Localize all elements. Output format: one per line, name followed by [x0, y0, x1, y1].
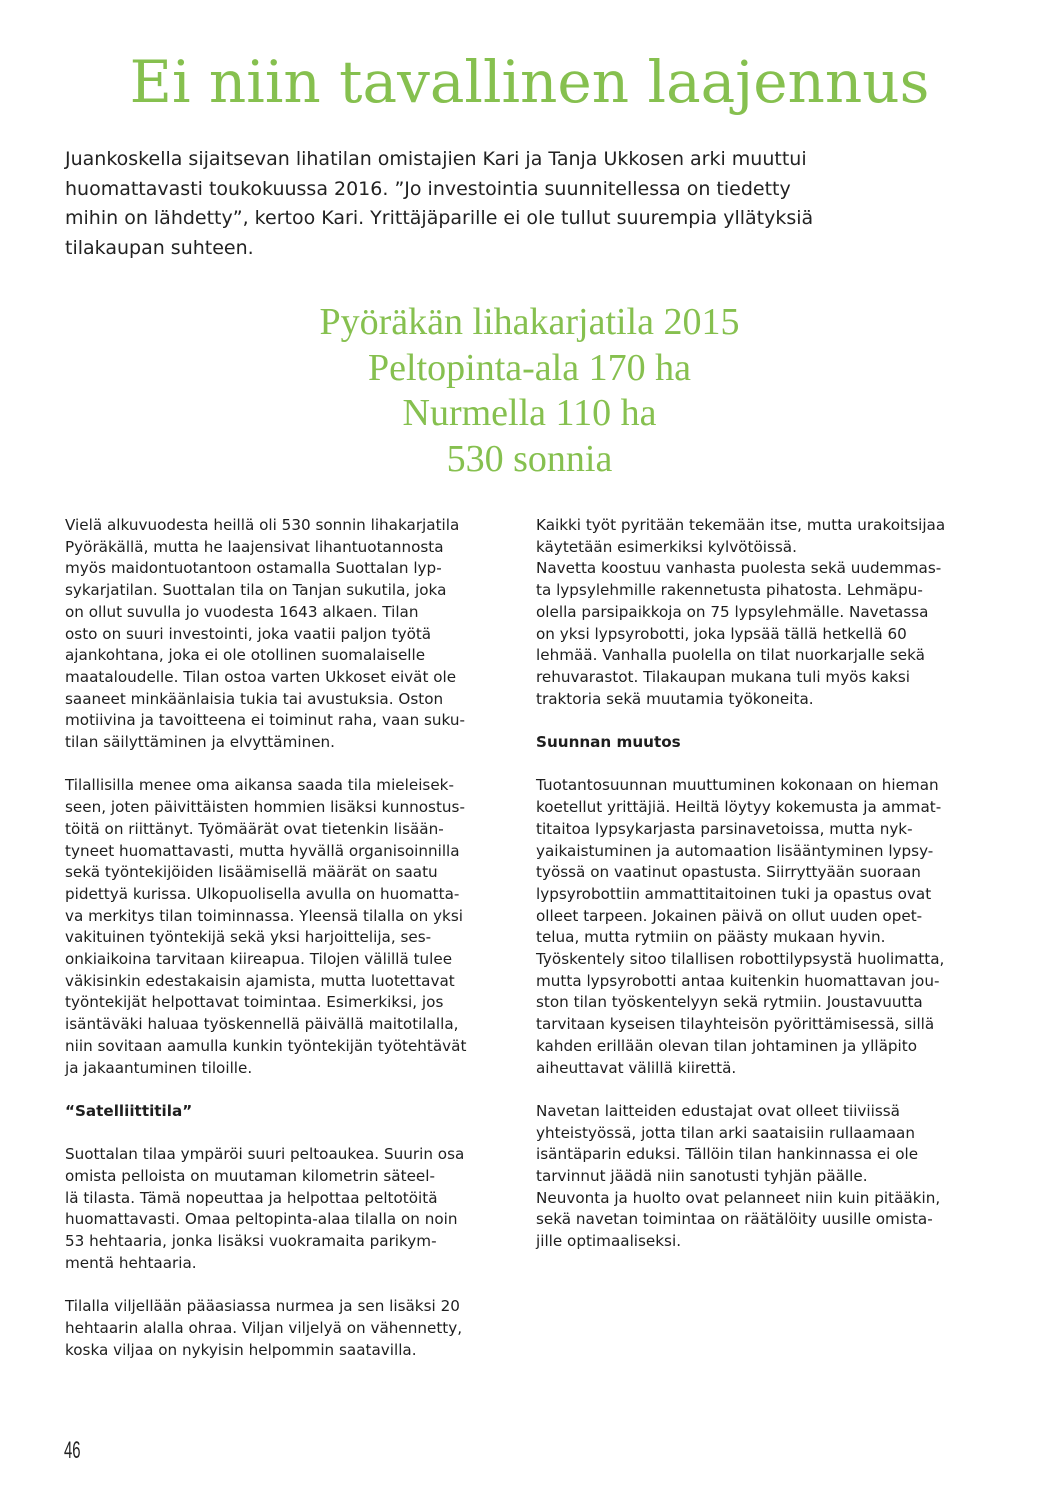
text-line: työssä on vaatinut opastusta. Siirryttyään suoraan — [536, 863, 921, 882]
paragraph — [65, 1144, 535, 1274]
text-line: traktoria sekä muutamia työkoneita. — [536, 689, 814, 708]
text-line: yhteistyössä, jotta tilan arki saataisiin rullaamaan — [536, 1123, 915, 1142]
heading-text: “Satelliittitila” — [65, 1101, 193, 1120]
text-line: ston tilan työskentelyyn sekä rytmiin. Joustavuutta — [536, 993, 923, 1012]
text-line: niin sovitaan aamulla kunkin työntekijän työtehtävät — [65, 1036, 467, 1055]
paragraph — [65, 775, 535, 1079]
text-line: on yksi lypsyrobotti, joka lypsää tällä hetkellä 60 — [536, 624, 907, 643]
text-line: titaitoa lypsykarjasta parsinavetoissa, mutta nyk- — [536, 819, 913, 838]
text-line: käytetään esimerkiksi kylvötöissä. — [536, 537, 797, 556]
text-line: 53 hehtaaria, jonka lisäksi vuokramaita parikym- — [65, 1232, 437, 1251]
page-number: 46 — [64, 1437, 81, 1464]
text-line: koska viljaa on nykyisin helpommin saatavilla. — [65, 1340, 417, 1359]
text-line: Tilallisilla menee oma aikansa saada tila mieleisek- — [65, 776, 454, 795]
left-column — [65, 515, 535, 1383]
text-line: tarvinnut jäädä niin sanotusti tyhjän päälle. — [536, 1167, 868, 1186]
text-line: Pyöräkällä, mutta he laajensivat lihantuotannosta — [65, 537, 444, 556]
text-line: myös maidontuotantoon ostamalla Suottalan lyp- — [65, 559, 442, 578]
text-line: kahden erillään olevan tilan johtaminen ja ylläpito — [536, 1036, 917, 1055]
lead-line: tilakaupan suhteen. — [65, 236, 254, 259]
text-line: rehuvarastot. Tilakaupan mukana tuli myös kaksi — [536, 667, 910, 686]
text-line: töitä on riittänyt. Työmäärät ovat tietenkin lisään- — [65, 819, 444, 838]
text-line: isäntäväki haluaa työskennellä päivällä maitotilalla, — [65, 1015, 459, 1034]
text-line: isäntäparin eduksi. Tällöin tilan hankinnassa ei ole — [536, 1145, 919, 1164]
text-line: sykarjatilan. Suottalan tila on Tanjan sukutila, joka — [65, 581, 447, 600]
lead-line: Juankoskella sijaitsevan lihatilan omistajien Kari ja Tanja Ukkosen arki muuttui — [65, 148, 807, 170]
text-line: Vielä alkuvuodesta heillä oli 530 sonnin lihakarjatila — [65, 516, 460, 534]
right-column — [536, 515, 1006, 1275]
text-line: Navetta koostuu vanhasta puolesta sekä uudemmas- — [536, 559, 942, 578]
text-line: lä tilasta. Tämä nopeuttaa ja helpottaa peltotöitä — [65, 1188, 438, 1207]
text-line: sekä työntekijöiden lisäämisellä määrät on saatu — [65, 863, 438, 882]
text-line: on ollut suvulla jo vuodesta 1643 alkaen. Tilan — [65, 602, 419, 621]
text-line: seen, joten päivittäisten hommien lisäksi kunnostus- — [65, 798, 465, 817]
text-line: ta lypsylehmille rakennetusta pihatosta. Lehmäpu- — [536, 581, 923, 600]
text-line: lehmää. Vanhalla puolella on tilat nuorkarjalle sekä — [536, 646, 925, 665]
text-line: tarvitaan kyseisen tilayhteisön pyörittämisessä, sillä — [536, 1015, 935, 1034]
text-line: yaikaistuminen ja automaation lisääntyminen lypsy- — [536, 841, 934, 860]
text-line: olella parsipaikkoja on 75 lypsylehmälle. Navetassa — [536, 602, 929, 621]
text-line: motiivina ja tavoitteena ei toiminut raha, vaan suku- — [65, 711, 465, 730]
fact-line: 530 sonnia — [446, 437, 613, 480]
heading-text: Suunnan muutos — [536, 733, 681, 752]
article-title: Ei niin tavallinen laajennus — [129, 48, 930, 116]
section-heading — [65, 1101, 535, 1123]
text-line: Tuotantosuunnan muuttuminen kokonaan on hieman — [536, 776, 939, 795]
paragraph — [536, 1101, 1006, 1188]
text-line: Neuvonta ja huolto ovat pelanneet niin kuin pitääkin, — [536, 1188, 941, 1207]
text-line: lypsyrobottiin ammattitaitoinen tuki ja opastus ovat — [536, 884, 932, 903]
text-line: aiheuttavat välillä kiirettä. — [536, 1058, 737, 1077]
text-line: Työskentely sitoo tilallisen robottilypsystä huolimatta, — [536, 950, 945, 969]
text-line: työntekijät helpottavat toimintaa. Esimerkiksi, jos — [65, 993, 444, 1012]
text-line: Tilalla viljellään pääasiassa nurmea ja sen lisäksi 20 — [65, 1297, 460, 1316]
text-line: omista pelloista on muutaman kilometrin säteel- — [65, 1167, 435, 1186]
paragraph — [65, 1296, 535, 1361]
text-line: ajankohtana, joka ei ole otollinen suomalaiselle — [65, 646, 426, 665]
text-line: Navetan laitteiden edustajat ovat olleet tiiviissä — [536, 1101, 900, 1120]
section-heading — [536, 732, 1006, 754]
text-line: tyneet huomattavasti, mutta hyvällä organisoinnilla — [65, 841, 460, 860]
text-line: tilan säilyttäminen ja elvyttäminen. — [65, 733, 336, 752]
text-line: huomattavasti. Omaa peltopinta-alaa tilalla on noin — [65, 1210, 458, 1229]
text-line: sekä navetan toimintaa on räätälöity uusille omista- — [536, 1210, 933, 1229]
text-line: hehtaarin alalla ohraa. Viljan viljelyä on vähennetty, — [65, 1318, 463, 1337]
text-line: olleet tarpeen. Jokainen päivä on ollut uuden opet- — [536, 906, 923, 925]
text-line: telua, mutta rytmiin on päästy mukaan hyvin. — [536, 928, 886, 947]
text-line: osto on suuri investointi, joka vaatii paljon työtä — [65, 624, 432, 643]
fact-line: Nurmella 110 ha — [402, 392, 657, 434]
text-line: koetellut yrittäjiä. Heiltä löytyy kokemusta ja ammat- — [536, 798, 942, 817]
fact-line: Peltopinta-ala 170 ha — [368, 346, 691, 389]
paragraph — [536, 1188, 1006, 1253]
fact-line: Pyöräkän lihakarjatila 2015 — [319, 301, 740, 343]
text-line: vakituinen työntekijä sekä yksi harjoittelija, ses- — [65, 928, 432, 947]
text-line: mentä hehtaaria. — [65, 1253, 197, 1272]
paragraph — [536, 558, 1006, 710]
text-line: väkisinkin edestakaisin ajamista, mutta luotettavat — [65, 971, 455, 990]
text-line: jille optimaaliseksi. — [536, 1232, 682, 1251]
article-lead — [65, 145, 1025, 263]
paragraph — [65, 515, 535, 754]
text-line: va merkitys tilan toiminnassa. Yleensä tilalla on yksi — [65, 906, 463, 925]
lead-line: huomattavasti toukokuussa 2016. ”Jo investointia suunnitellessa on tiedetty — [65, 177, 791, 200]
text-line: saaneet minkäänlaisia tukia tai avustuksia. Oston — [65, 689, 444, 708]
text-line: Suottalan tilaa ympäröi suuri peltoaukea. Suurin osa — [65, 1145, 465, 1164]
text-line: onkiaikoina tarvitaan kiireapua. Tilojen välillä tulee — [65, 950, 453, 969]
text-line: maataloudelle. Tilan ostoa varten Ukkoset eivät ole — [65, 667, 457, 686]
farm-facts — [0, 300, 1059, 482]
text-line: pidettyä kurissa. Ulkopuolisella avulla on huomatta- — [65, 884, 460, 903]
paragraph — [536, 515, 1006, 558]
text-line: mutta lypsyrobotti antaa kuitenkin huomattavan jou- — [536, 971, 940, 990]
lead-line: mihin on lähdetty”, kertoo Kari. Yrittäjäparille ei ole tullut suurempia yllätyksiä — [65, 207, 814, 229]
text-line: ja jakaantuminen tiloille. — [65, 1058, 253, 1077]
paragraph — [536, 775, 1006, 1079]
text-line: Kaikki työt pyritään tekemään itse, mutta urakoitsijaa — [536, 516, 946, 534]
